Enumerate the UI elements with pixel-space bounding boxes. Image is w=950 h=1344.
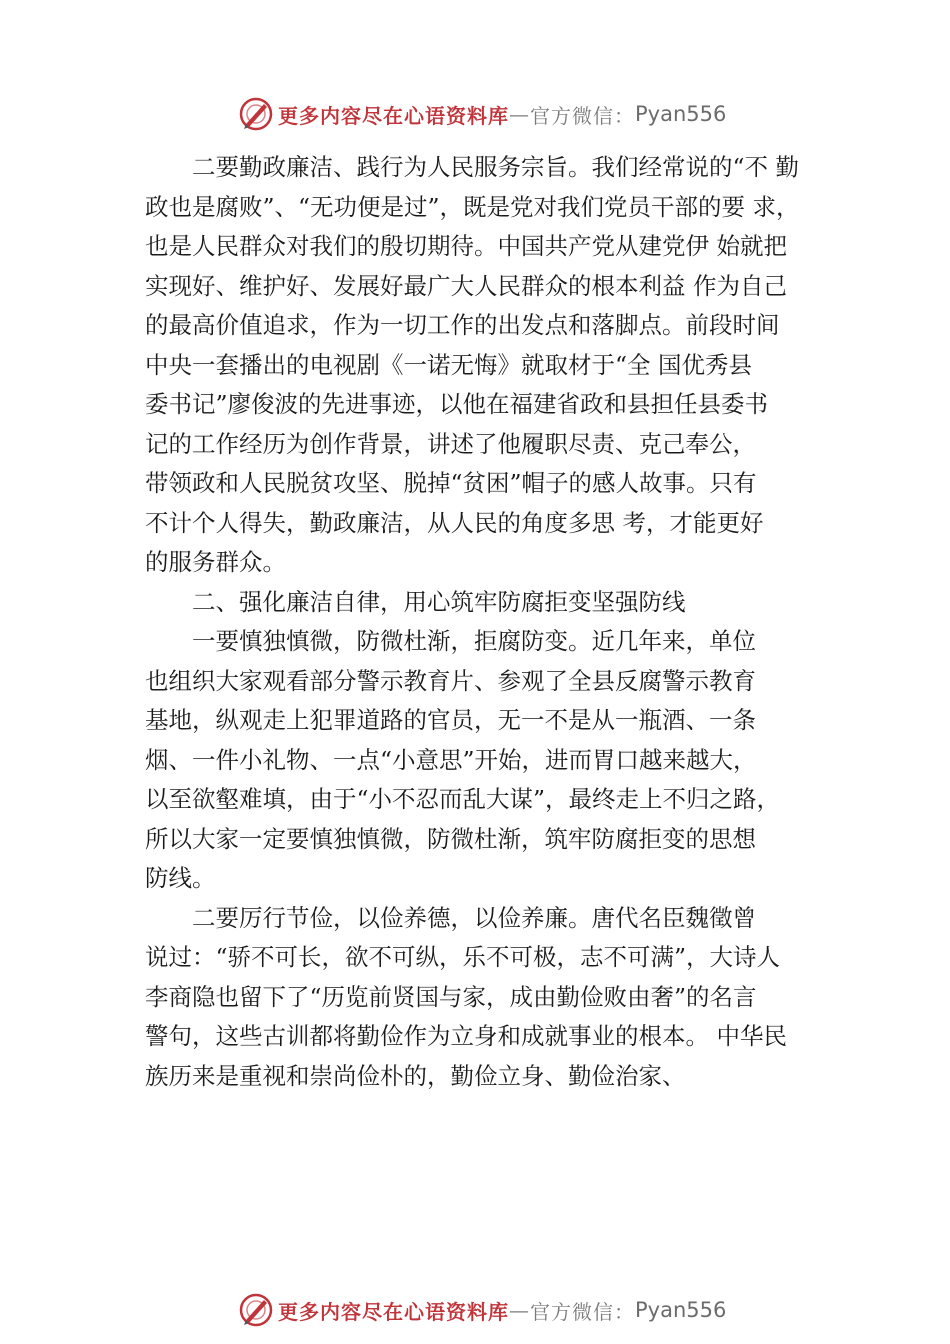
text-line: 防线。 [145,864,216,892]
text-line: 一要慎独慎微，防微杜渐，拒腐防变。近几年来，单位 [145,627,756,655]
banner-separator: — [509,102,530,126]
text-line: 实现好、维护好、发展好最广大人民群众的根本利益 作为自己 [145,271,787,300]
text-line: 族历来是重视和崇尚俭朴的，勤俭立身、勤俭治家、 [145,1061,686,1090]
banner-title: 更多内容尽在心语资料库 [278,1299,509,1324]
text-line: 政也是腐败”、“无功便是过”，既是党对我们党员干部的要 求， [145,192,800,221]
text-line: 烟、一件小礼物、一点“小意思”开始，进而胃口越来越大， [145,745,757,774]
header-banner [238,94,726,134]
section-heading: 二、强化廉洁自律，用心筑牢防腐拒变坚强防线 [145,587,686,616]
wechat-id: Pyan556 [635,102,727,126]
footer-banner [238,1290,726,1330]
wechat-label: 官方微信： [530,103,635,128]
banner-separator: — [509,1298,530,1322]
pen-logo-icon [238,1292,274,1328]
banner-title: 更多内容尽在心语资料库 [278,103,509,128]
wechat-id: Pyan556 [635,1298,727,1322]
text-line: 中央一套播出的电视剧《一诺无悔》就取材于“全 国优秀县 [145,350,752,379]
text-line: 基地，纵观走上犯罪道路的官员，无一不是从一瓶酒、一条 [145,706,756,734]
text-line: 二要厉行节俭，以俭养德，以俭养廉。唐代名臣魏徵曾 [145,903,756,932]
text-line: 的服务群众。 [145,548,286,576]
text-line: 不计个人得失，勤政廉洁，从人民的角度多思 考，才能更好 [145,508,764,537]
text-line: 也是人民群众对我们的殷切期待。中国共产党从建党伊 始就把 [145,232,787,260]
text-line: 说过：“骄不可长，欲不可纵，乐不可极，志不可满”，大诗人 [145,943,781,971]
text-line: 带领政和人民脱贫攻坚、脱掉“贫困”帽子的感人故事。只有 [145,469,757,497]
document-body [145,148,835,1096]
text-line: 也组织大家观看部分警示教育片、参观了全县反腐警示教育 [145,666,756,695]
text-line: 警句，这些古训都将勤俭作为立身和成就事业的根本。 中华民 [145,1022,787,1050]
text-line: 所以大家一定要慎独慎微，防微杜渐，筑牢防腐拒变的思想 [145,824,756,853]
pen-logo-icon [238,96,274,132]
text-line: 以至欲壑难填，由于“小不忍而乱大谋”，最终走上不归之路， [145,785,781,813]
text-line: 的最高价值追求，作为一切工作的出发点和落脚点。前段时间 [145,311,780,339]
text-line: 李商隐也留下了“历览前贤国与家，成由勤俭败由奢”的名言 [145,982,757,1011]
text-line: 二要勤政廉洁、践行为人民服务宗旨。我们经常说的“不 勤 [145,153,799,181]
text-line: 委书记”廖俊波的先进事迹，以他在福建省政和县担任县委书 [145,390,769,418]
wechat-label: 官方微信： [530,1299,635,1324]
text-line: 记的工作经历为创作背景，讲述了他履职尽责、克己奉公， [145,429,756,458]
